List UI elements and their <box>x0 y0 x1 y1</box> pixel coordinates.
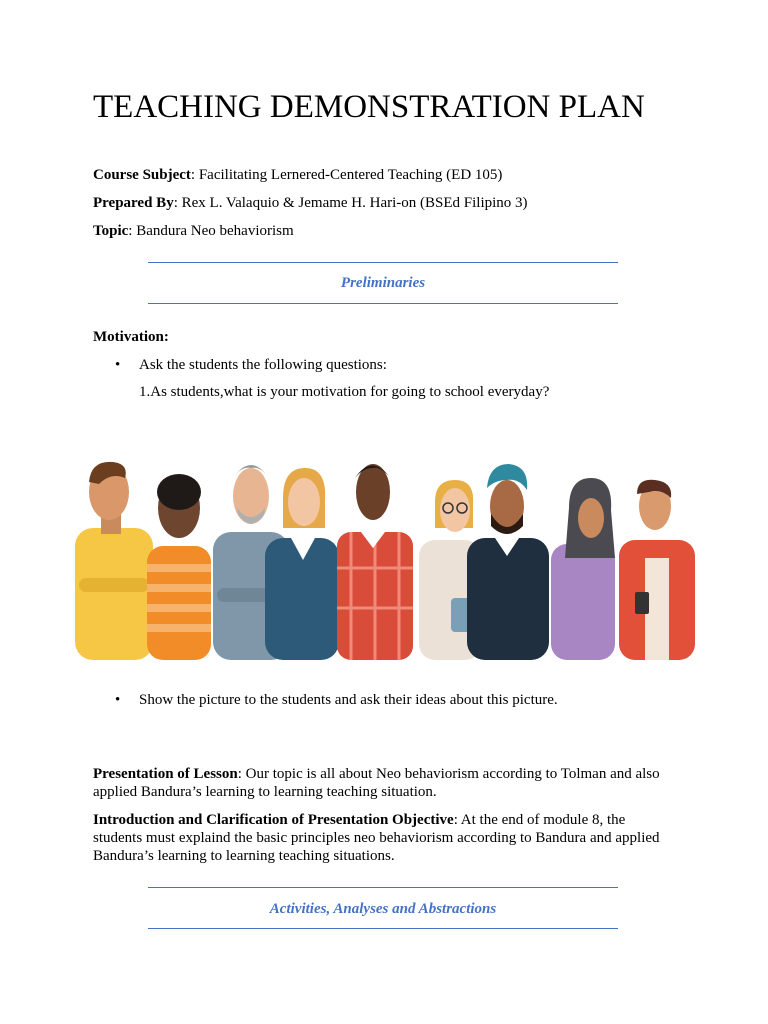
document-title: TEACHING DEMONSTRATION PLAN <box>93 89 645 125</box>
motivation-label: Motivation: <box>93 329 169 345</box>
person-orange-stripes <box>147 474 211 660</box>
section-rule-top <box>148 262 618 263</box>
question-one: 1.As students,what is your motivation for going to school everyday? <box>139 384 550 400</box>
section-rule-bottom <box>148 928 618 929</box>
bullet-dot-icon: • <box>115 692 121 708</box>
bullet-ask-questions: Ask the students the following questions: <box>139 357 387 373</box>
section-rule-top <box>148 887 618 888</box>
course-subject-value: : Facilitating Lernered-Centered Teaching (ED 105) <box>190 167 503 183</box>
diverse-people-illustration <box>75 448 700 660</box>
person-purple-hijab <box>551 478 615 660</box>
course-subject-label: Course Subject <box>93 167 191 183</box>
motivation-heading <box>93 328 169 346</box>
presentation-text: : Our topic is all about Neo behaviorism according to Tolman and also applied Bandura’s learning to learning teaching situation. <box>93 766 660 800</box>
person-teal-cardigan <box>265 468 339 660</box>
intro-text: : At the end of module 8, the students must explaind the basic principles neo behaviorism according to Bandura and applied Bandura’s learning to learning teaching situations. <box>93 812 660 864</box>
person-navy-sweater <box>467 464 549 660</box>
prepared-by-value: : Rex L. Valaquio & Jemame H. Hari-on (BSEd Filipino 3) <box>173 195 528 211</box>
bullet-show-picture: Show the picture to the students and ask their ideas about this picture. <box>139 692 558 708</box>
introduction-objective <box>93 811 668 865</box>
section-rule-bottom <box>148 303 618 304</box>
section-heading-activities: Activities, Analyses and Abstractions <box>269 901 497 917</box>
section-heading-preliminaries: Preliminaries <box>340 275 426 291</box>
course-subject-line <box>93 166 502 184</box>
prepared-by-label: Prepared By <box>93 195 174 211</box>
person-yellow-sweater <box>75 462 153 660</box>
presentation-label: Presentation of Lesson <box>93 766 238 782</box>
intro-label: Introduction and Clarification of Presentation Objective <box>93 812 454 828</box>
topic-line <box>93 222 294 240</box>
person-red-plaid <box>337 464 413 660</box>
topic-value: : Bandura Neo behaviorism <box>128 223 294 239</box>
presentation-of-lesson <box>93 765 668 801</box>
topic-label: Topic <box>93 223 129 239</box>
prepared-by-line <box>93 194 528 212</box>
bullet-dot-icon: • <box>115 357 121 373</box>
person-red-top <box>619 480 695 660</box>
